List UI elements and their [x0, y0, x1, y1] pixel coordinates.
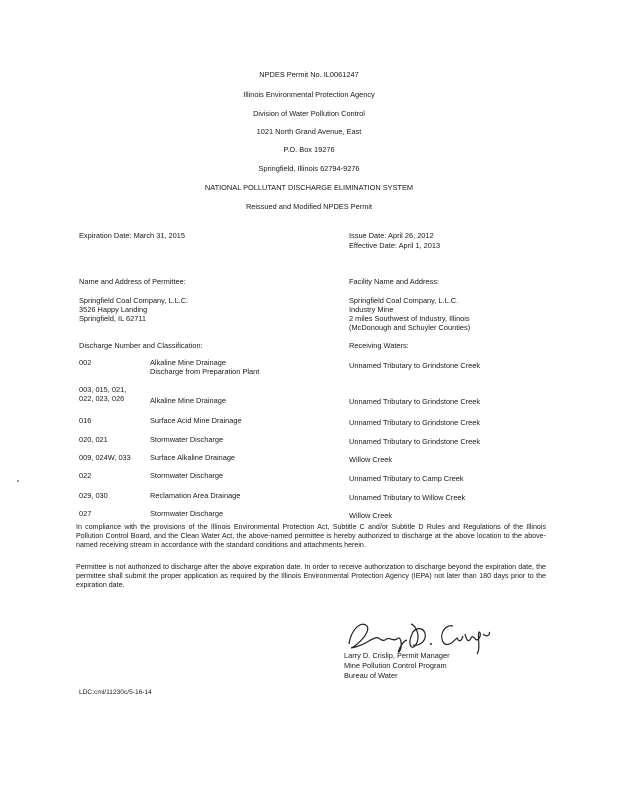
scan-speck — [17, 480, 19, 482]
expiration-date: Expiration Date: March 31, 2015 — [79, 231, 185, 240]
discharge-classification: Reclamation Area Drainage — [150, 491, 241, 500]
permittee-line: Springfield, IL 62711 — [79, 314, 146, 323]
discharge-classification: Stormwater Discharge — [150, 509, 224, 518]
permit-type: Reissued and Modified NPDES Permit — [245, 202, 373, 211]
receiving-water: Unnamed Tributary to Grindstone Creek — [349, 418, 481, 427]
permittee-heading: Name and Address of Permittee: — [79, 277, 186, 286]
facility-line: 2 miles Southwest of Industry, Illinois — [349, 314, 470, 323]
facility-line: Industry Mine — [349, 305, 394, 314]
agency-name: Illinois Environmental Protection Agency — [243, 90, 375, 99]
receiving-water: Unnamed Tributary to Grindstone Creek — [349, 397, 481, 406]
facility-line: Springfield Coal Company, L.L.C. — [349, 296, 459, 305]
permittee-line: Springfield Coal Company, L.L.C. — [79, 296, 189, 305]
street-address: 1021 North Grand Avenue, East — [256, 127, 362, 136]
discharge-number: 003, 015, 021, — [79, 385, 127, 394]
signer-name: Larry D. Crislip, Permit Manager — [344, 651, 450, 660]
receiving-water: Unnamed Tributary to Willow Creek — [349, 493, 466, 502]
permit-number: NPDES Permit No. IL0061247 — [259, 70, 359, 79]
discharge-classification: Alkaline Mine Drainage — [150, 358, 226, 367]
discharge-number: 029, 030 — [79, 491, 108, 500]
facility-heading: Facility Name and Address: — [349, 277, 439, 286]
permittee-line: 3526 Happy Landing — [79, 305, 148, 314]
receiving-water: Unnamed Tributary to Grindstone Creek — [349, 437, 481, 446]
footer-code: LDC:cml/11230c/5-16-14 — [79, 689, 152, 696]
authorization-paragraph: Permittee is not authorized to discharge after the above expiration date. In order to receive authorization to discharge beyond the expiration date, the permittee shall submit the proper application as required by the Illinois Environmental Protection Agency (IEPA) not later than 180 days prior to the expiration date. — [76, 563, 546, 589]
effective-date: Effective Date: April 1, 2013 — [349, 241, 441, 250]
compliance-paragraph: In compliance with the provisions of the Illinois Environmental Protection Act, Subtitle C and/or Subtitle D Rules and Regulations of the Illinois Pollution Control Board, and the Clean Water Act, the above-named permittee is hereby authorized to discharge at the above location to the above-named receiving stream in accordance with the standard conditions and attachments herein. — [76, 523, 546, 549]
discharge-classification: Surface Acid Mine Drainage — [150, 416, 242, 425]
receiving-heading: Receiving Waters: — [349, 341, 409, 350]
po-box: P.O. Box 19276 — [283, 145, 335, 154]
signer-program: Mine Pollution Control Program — [344, 661, 447, 670]
receiving-water: Willow Creek — [349, 455, 393, 464]
facility-line: (McDonough and Schuyler Counties) — [349, 323, 471, 332]
discharge-classification: Discharge from Preparation Plant — [150, 367, 260, 376]
signature-image — [341, 612, 501, 656]
signer-bureau: Bureau of Water — [344, 671, 398, 680]
discharge-heading: Discharge Number and Classification: — [79, 341, 203, 350]
receiving-water: Unnamed Tributary to Grindstone Creek — [349, 361, 481, 370]
discharge-classification: Stormwater Discharge — [150, 471, 224, 480]
discharge-number: 002 — [79, 358, 92, 367]
division-name: Division of Water Pollution Control — [253, 109, 365, 118]
discharge-classification: Surface Alkaline Drainage — [150, 453, 236, 462]
discharge-classification: Stormwater Discharge — [150, 435, 224, 444]
discharge-number: 009, 024W, 033 — [79, 453, 131, 462]
discharge-classification: Alkaline Mine Drainage — [150, 396, 226, 405]
discharge-number: 022 — [79, 471, 92, 480]
discharge-number: 020, 021 — [79, 435, 108, 444]
receiving-water: Unnamed Tributary to Camp Creek — [349, 474, 464, 483]
system-title: NATIONAL POLLUTANT DISCHARGE ELIMINATION SYSTEM — [204, 183, 414, 192]
city-address: Springfield, Illinois 62794-9276 — [258, 164, 360, 173]
issue-date: Issue Date: April 26, 2012 — [349, 231, 434, 240]
discharge-number: 022, 023, 026 — [79, 394, 125, 403]
discharge-number: 016 — [79, 416, 92, 425]
receiving-water: Willow Creek — [349, 511, 393, 520]
discharge-number: 027 — [79, 509, 92, 518]
